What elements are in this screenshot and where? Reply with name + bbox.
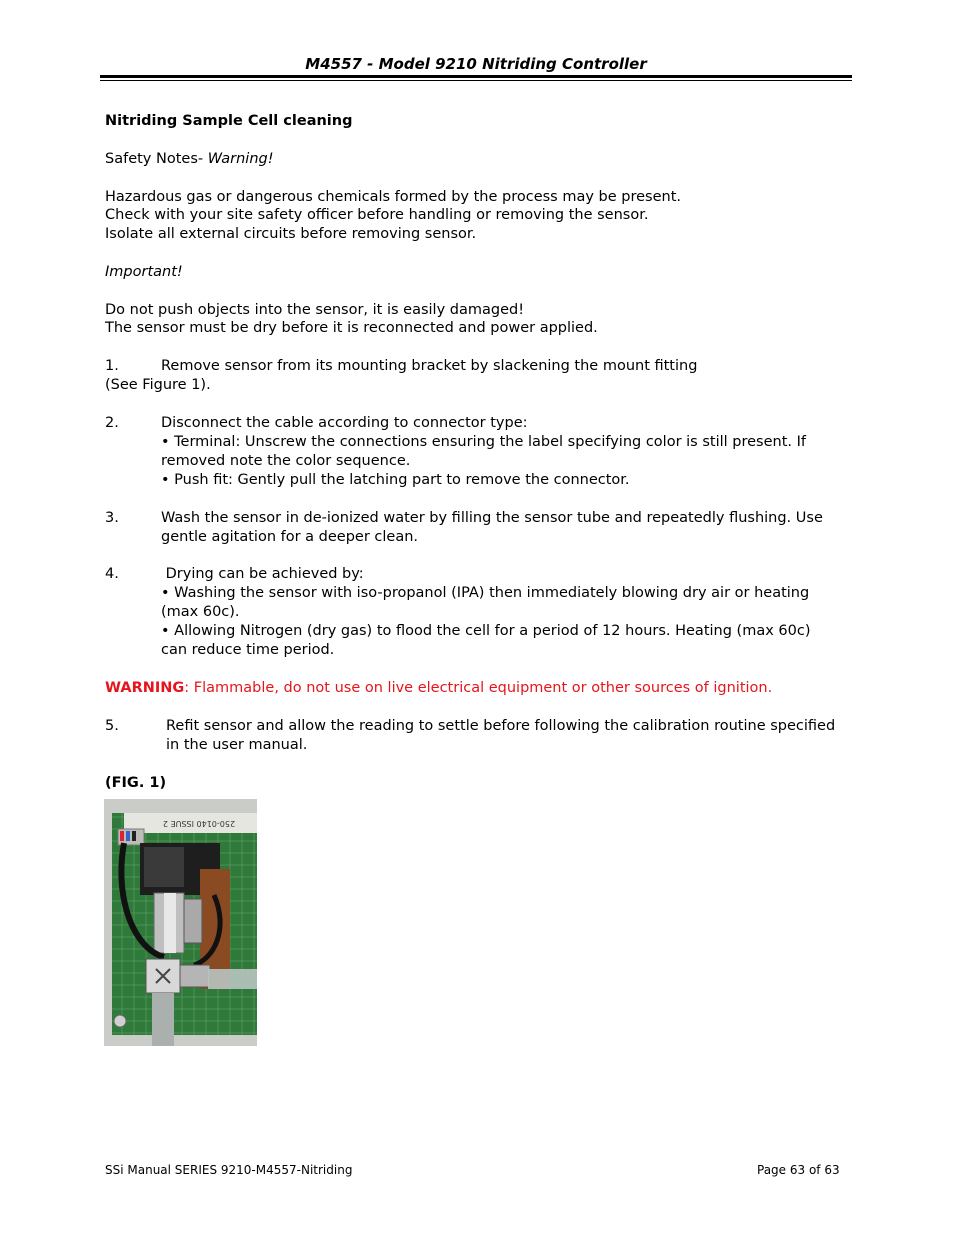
step-2-bullet-2: • Push fit: Gently pull the latching part to remove the connector. (161, 472, 630, 488)
step-4-number: 4. (105, 566, 119, 582)
warning-text: : Flammable, do not use on live electrical equipment or other sources of ignition. (184, 680, 773, 696)
safety-line-3: Isolate all external circuits before removing sensor. (105, 226, 477, 242)
important-label: Important! (105, 264, 183, 280)
footer-page-number: Page 63 of 63 (757, 1163, 840, 1177)
step-3-text: Wash the sensor in de-ionized water by filling the sensor tube and repeatedly flushing. Use gentle agitation for a deeper clean. (161, 510, 823, 545)
step-2-text: Disconnect the cable according to connector type: (161, 415, 528, 431)
step-3-number: 3. (105, 510, 119, 526)
step-1-text: Remove sensor from its mounting bracket by slackening the mount fitting (161, 358, 698, 374)
safety-warning: Warning! (207, 151, 274, 167)
step-4-bullet-1: • Washing the sensor with iso-propanol (IPA) then immediately blowing dry air or heating (max 60c). (161, 585, 810, 620)
step-2-number: 2. (105, 415, 119, 431)
step-4-text: Drying can be achieved by: (161, 566, 364, 582)
safety-notes-line (105, 150, 274, 169)
step-5-number: 5. (105, 718, 119, 734)
footer-left: SSi Manual SERIES 9210-M4557-Nitriding (105, 1163, 353, 1177)
step-1-continuation: (See Figure 1). (105, 377, 211, 393)
safety-line-2: Check with your site safety officer before handling or removing the sensor. (105, 207, 649, 223)
important-line-2: The sensor must be dry before it is reconnected and power applied. (105, 320, 598, 336)
figure-caption: (FIG. 1) (105, 775, 167, 791)
important-line-1: Do not push objects into the sensor, it is easily damaged! (105, 302, 525, 318)
header-rule-thick (100, 75, 852, 78)
section-title: Nitriding Sample Cell cleaning (105, 113, 353, 129)
page-header-title: M4557 - Model 9210 Nitriding Controller (305, 55, 647, 73)
warning-label: WARNING (105, 680, 185, 696)
step-2-bullet-1: • Terminal: Unscrew the connections ensuring the label specifying color is still present. If removed note the color sequence. (161, 434, 806, 469)
safety-label: Safety Notes- (105, 151, 208, 167)
board-label: 250-0140 ISSUE 2 (162, 819, 236, 828)
header-rule-thin (100, 80, 852, 81)
sensor-photo (104, 799, 257, 1046)
step-5-text: Refit sensor and allow the reading to settle before following the calibration routine specified in the user manual. (166, 718, 836, 753)
flammable-warning (105, 679, 772, 698)
safety-line-1: Hazardous gas or dangerous chemicals formed by the process may be present. (105, 189, 682, 205)
step-4-bullet-2: • Allowing Nitrogen (dry gas) to flood the cell for a period of 12 hours. Heating (max 60c) can reduce time period. (161, 623, 811, 658)
step-1-number: 1. (105, 358, 119, 374)
